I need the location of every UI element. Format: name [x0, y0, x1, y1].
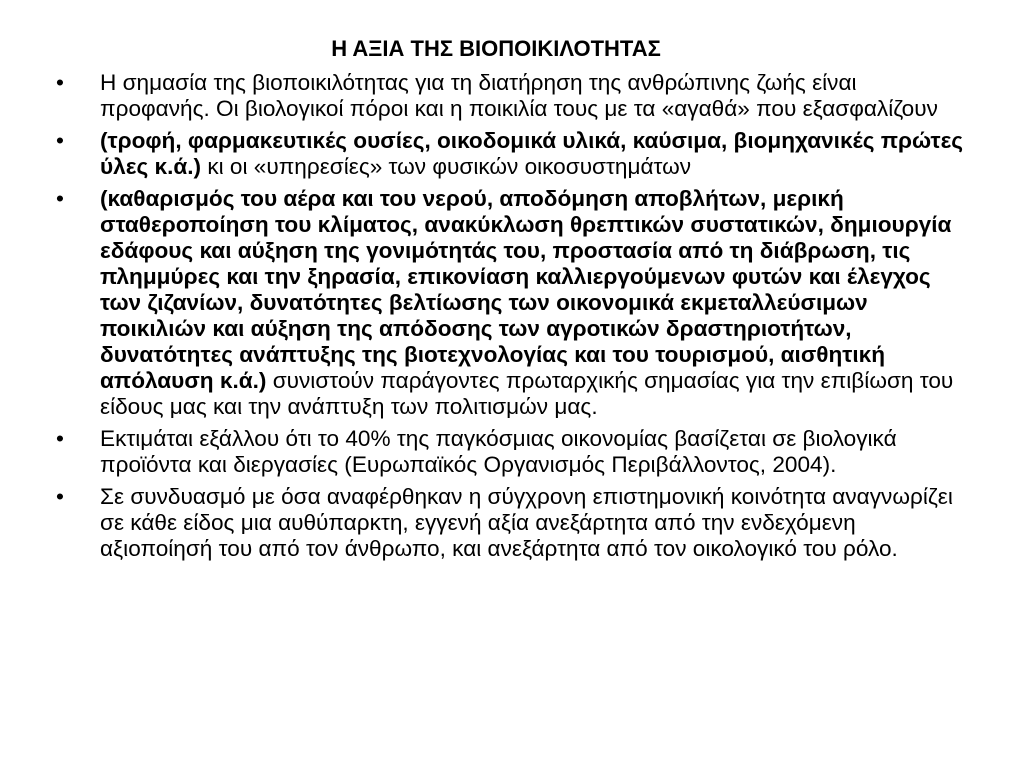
bullet-item — [56, 70, 968, 122]
bullet-text: Η σημασία της βιοποικιλότητας για τη διατήρηση της ανθρώπινης ζωής είναι προφανής. Οι βιολογικοί πόροι και η ποικιλία τους με τα «αγαθά» που εξασφαλίζουν — [100, 70, 938, 121]
bullet-list — [56, 70, 968, 568]
bullet-bold-text: (καθαρισμός του αέρα και του νερού, αποδόμηση αποβλήτων, μερική σταθεροποίηση του κλίματος, ανακύκλωση θρεπτικών συστατικών, δημιουργία εδάφους και αύξηση της γονιμότητάς του, προστασία από τη διάβρωση, τις πλημμύρες και την ξηρασία, επικονίαση καλλιεργούμενων φυτών και έλεγχος των ζιζανίων, δυνατότητες βελτίωσης των οικονομικά εκμεταλλεύσιμων ποικιλιών και αύξηση της απόδοσης των αγροτικών δραστηριοτήτων, δυνατότητες ανάπτυξης της βιοτεχνολογίας και του τουρισμού, αισθητική απόλαυση κ.ά.) — [100, 186, 952, 393]
bullet-text: Εκτιμάται εξάλλου ότι το 40% της παγκόσμιας οικονομίας βασίζεται σε βιολογικά προϊόντα και διεργασίες (Ευρωπαϊκός Οργανισμός Περιβάλλοντος, 2004). — [100, 426, 897, 477]
bullet-icon: • — [56, 426, 64, 451]
bullet-icon: • — [56, 128, 64, 153]
slide-title: Η ΑΞΙΑ ΤΗΣ ΒΙΟΠΟΙΚΙΛΟΤΗΤΑΣ — [331, 36, 661, 61]
bullet-item — [56, 186, 968, 420]
bullet-icon: • — [56, 484, 64, 509]
bullet-icon: • — [56, 70, 64, 95]
bullet-item — [56, 484, 968, 562]
bullet-icon: • — [56, 186, 64, 211]
bullet-item — [56, 128, 968, 180]
bullet-bold-text: (τροφή, φαρμακευτικές ουσίες, οικοδομικά υλικά, καύσιμα, βιομηχανικές πρώτες ύλες κ.ά.) — [100, 128, 964, 179]
bullet-text: Σε συνδυασμό με όσα αναφέρθηκαν η σύγχρονη επιστημονική κοινότητα αναγνωρίζει σε κάθε είδος μια αυθύπαρκτη, εγγενή αξία ανεξάρτητα από την ενδεχόμενη αξιοποίησή του από τον άνθρωπο, και ανεξάρτητα από τον οικολογικό του ρόλο. — [100, 484, 953, 561]
bullet-text: συνιστούν παράγοντες πρωταρχικής σημασίας για την επιβίωση του είδους μας και την ανάπτυξη των πολιτισμών μας. — [100, 368, 954, 419]
bullet-item — [56, 426, 968, 478]
bullet-text: κι οι «υπηρεσίες» των φυσικών οικοσυστημάτων — [201, 154, 692, 179]
